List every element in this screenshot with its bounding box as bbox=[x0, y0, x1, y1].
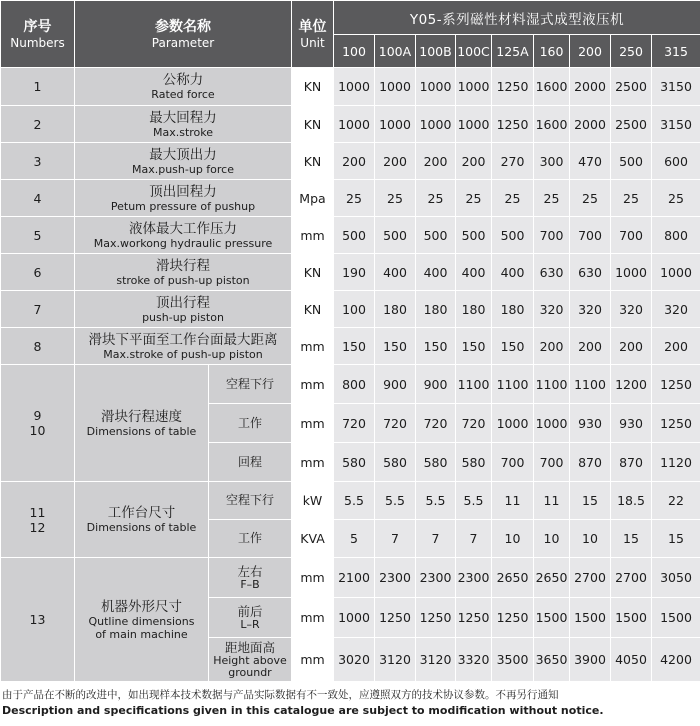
unit-cell: mm bbox=[292, 217, 334, 254]
value-cell: 470 bbox=[570, 143, 611, 180]
model-100C: 100C bbox=[456, 35, 492, 68]
parameter-zh: 顶出行程 bbox=[156, 294, 210, 311]
value-cell: 400 bbox=[416, 254, 456, 291]
value-cell: 500 bbox=[456, 217, 492, 254]
value-cell: 1000 bbox=[375, 68, 416, 106]
unit-cell: KN bbox=[292, 68, 334, 106]
parameter-zh: 顶出回程力 bbox=[149, 183, 217, 200]
spec-row bbox=[1, 68, 700, 106]
value-cell: 1000 bbox=[334, 106, 375, 143]
value-cell: 25 bbox=[334, 180, 375, 217]
unit-cell: mm bbox=[292, 328, 334, 365]
parameter-en: Dimensions of table bbox=[86, 424, 197, 438]
value-cell: 150 bbox=[456, 328, 492, 365]
row-number: 2 bbox=[1, 106, 75, 143]
unit-cell: mm bbox=[292, 365, 334, 404]
parameter-en: Max.push-up force bbox=[131, 162, 234, 176]
value-cell: 320 bbox=[570, 291, 611, 328]
value-cell: 180 bbox=[456, 291, 492, 328]
value-cell: 10 bbox=[534, 520, 570, 558]
value-cell: 320 bbox=[534, 291, 570, 328]
value-cell: 1000 bbox=[456, 68, 492, 106]
parameter-en: stroke of push-up piston bbox=[116, 273, 250, 287]
header-numbers-zh: 序号 bbox=[23, 18, 52, 35]
value-cell: 1000 bbox=[416, 68, 456, 106]
unit-cell: KVA bbox=[292, 520, 334, 558]
value-cell: 930 bbox=[570, 404, 611, 443]
value-cell: 150 bbox=[375, 328, 416, 365]
value-cell: 15 bbox=[652, 520, 700, 558]
value-cell: 630 bbox=[570, 254, 611, 291]
header-unit-en: Unit bbox=[300, 35, 325, 50]
value-cell: 150 bbox=[334, 328, 375, 365]
sub-parameter: 工作 bbox=[209, 520, 292, 558]
parameter-zh: 滑块下平面至工作台面最大距离 bbox=[88, 331, 278, 348]
sub-parameter-zh: 前后 bbox=[237, 603, 263, 619]
parameter-cell bbox=[75, 180, 292, 217]
value-cell: 800 bbox=[334, 365, 375, 404]
parameter-zh: 滑块行程 bbox=[156, 257, 210, 274]
parameter-cell bbox=[75, 365, 209, 482]
row-number: 8 bbox=[1, 328, 75, 365]
value-cell: 1000 bbox=[375, 106, 416, 143]
spec-row bbox=[1, 143, 700, 180]
value-cell: 2650 bbox=[534, 558, 570, 598]
unit-cell: KN bbox=[292, 291, 334, 328]
value-cell: 320 bbox=[652, 291, 700, 328]
value-cell: 3650 bbox=[534, 638, 570, 682]
row-number: 1 bbox=[1, 68, 75, 106]
unit-cell: kW bbox=[292, 482, 334, 520]
value-cell: 870 bbox=[611, 443, 652, 482]
value-cell: 600 bbox=[652, 143, 700, 180]
value-cell: 15 bbox=[611, 520, 652, 558]
row-number-a: 11 bbox=[29, 504, 46, 520]
value-cell: 400 bbox=[375, 254, 416, 291]
header-row bbox=[1, 1, 700, 35]
value-cell: 2300 bbox=[456, 558, 492, 598]
unit-cell: mm bbox=[292, 443, 334, 482]
sub-parameter-en-line2: groundr bbox=[228, 665, 272, 679]
spec-row bbox=[1, 180, 700, 217]
value-cell: 580 bbox=[375, 443, 416, 482]
value-cell: 580 bbox=[416, 443, 456, 482]
parameter-cell bbox=[75, 558, 209, 682]
model-160: 160 bbox=[534, 35, 570, 68]
model-125A: 125A bbox=[492, 35, 534, 68]
value-cell: 1000 bbox=[416, 106, 456, 143]
value-cell: 1100 bbox=[534, 365, 570, 404]
sub-parameter-en: F–B bbox=[240, 577, 260, 591]
parameter-cell bbox=[75, 217, 292, 254]
value-cell: 22 bbox=[652, 482, 700, 520]
value-cell: 500 bbox=[334, 217, 375, 254]
value-cell: 1250 bbox=[492, 68, 534, 106]
value-cell: 700 bbox=[611, 217, 652, 254]
value-cell: 200 bbox=[456, 143, 492, 180]
value-cell: 3120 bbox=[416, 638, 456, 682]
value-cell: 4200 bbox=[652, 638, 700, 682]
value-cell: 150 bbox=[416, 328, 456, 365]
unit-cell: KN bbox=[292, 106, 334, 143]
value-cell: 15 bbox=[570, 482, 611, 520]
value-cell: 1000 bbox=[611, 254, 652, 291]
row-number-b: 10 bbox=[29, 423, 46, 438]
footer-en: Description and specifications given in this catalogue are subject to modification without notice. bbox=[2, 704, 604, 717]
header-numbers-en: Numbers bbox=[10, 35, 65, 50]
unit-cell: mm bbox=[292, 598, 334, 638]
sub-parameter bbox=[209, 558, 292, 598]
value-cell: 400 bbox=[492, 254, 534, 291]
value-cell: 1200 bbox=[611, 365, 652, 404]
sub-parameter-zh: 距地面高 bbox=[224, 639, 275, 655]
sub-parameter-zh: 左右 bbox=[237, 563, 263, 579]
value-cell: 1000 bbox=[492, 404, 534, 443]
value-cell: 1600 bbox=[534, 68, 570, 106]
value-cell: 180 bbox=[375, 291, 416, 328]
model-100A: 100A bbox=[375, 35, 416, 68]
row-number: 3 bbox=[1, 143, 75, 180]
footer-zh: 由于产品在不断的改进中，如出现样本技术数据与产品实际数据有不一致处，应遵照双方的技术协议参数。不再另行通知 bbox=[2, 689, 559, 701]
sub-parameter-en: L–R bbox=[240, 617, 260, 631]
spec-row bbox=[1, 328, 700, 365]
spec-row bbox=[1, 291, 700, 328]
value-cell: 720 bbox=[334, 404, 375, 443]
value-cell: 200 bbox=[652, 328, 700, 365]
value-cell: 500 bbox=[492, 217, 534, 254]
value-cell: 500 bbox=[375, 217, 416, 254]
value-cell: 1100 bbox=[492, 365, 534, 404]
value-cell: 180 bbox=[416, 291, 456, 328]
value-cell: 900 bbox=[375, 365, 416, 404]
value-cell: 25 bbox=[652, 180, 700, 217]
value-cell: 500 bbox=[416, 217, 456, 254]
value-cell: 200 bbox=[534, 328, 570, 365]
parameter-en: Max.stroke of push-up piston bbox=[103, 347, 263, 361]
sub-parameter: 空程下行 bbox=[209, 482, 292, 520]
value-cell: 7 bbox=[416, 520, 456, 558]
row-number: 7 bbox=[1, 291, 75, 328]
value-cell: 1100 bbox=[456, 365, 492, 404]
parameter-zh: 最大回程力 bbox=[149, 109, 217, 126]
parameter-cell bbox=[75, 482, 209, 558]
sub-parameter bbox=[209, 638, 292, 682]
value-cell: 1600 bbox=[534, 106, 570, 143]
value-cell: 25 bbox=[611, 180, 652, 217]
value-cell: 870 bbox=[570, 443, 611, 482]
value-cell: 5.5 bbox=[334, 482, 375, 520]
value-cell: 700 bbox=[570, 217, 611, 254]
value-cell: 3020 bbox=[334, 638, 375, 682]
parameter-zh: 公称力 bbox=[162, 72, 204, 88]
parameter-en: Max.workong hydraulic pressure bbox=[93, 236, 273, 250]
value-cell: 25 bbox=[570, 180, 611, 217]
footer-note bbox=[2, 688, 700, 718]
value-cell: 2700 bbox=[570, 558, 611, 598]
row-number-a: 9 bbox=[33, 408, 42, 423]
value-cell: 100 bbox=[334, 291, 375, 328]
value-cell: 1100 bbox=[570, 365, 611, 404]
value-cell: 700 bbox=[534, 443, 570, 482]
parameter-cell bbox=[75, 106, 292, 143]
parameter-en: Dimensions of table bbox=[86, 521, 197, 534]
parameter-cell bbox=[75, 291, 292, 328]
parameter-en: Petum pressure of pushup bbox=[110, 199, 256, 213]
parameter-en-line2: of main machine bbox=[95, 627, 188, 641]
value-cell: 270 bbox=[492, 143, 534, 180]
value-cell: 700 bbox=[492, 443, 534, 482]
row-number: 13 bbox=[1, 558, 75, 682]
row-number-b: 12 bbox=[29, 519, 46, 535]
value-cell: 25 bbox=[416, 180, 456, 217]
value-cell: 18.5 bbox=[611, 482, 652, 520]
value-cell: 25 bbox=[456, 180, 492, 217]
series-title: Y05-系列磁性材料湿式成型液压机 bbox=[334, 1, 700, 35]
model-250: 250 bbox=[611, 35, 652, 68]
value-cell: 3050 bbox=[652, 558, 700, 598]
value-cell: 3120 bbox=[375, 638, 416, 682]
spec-row bbox=[1, 106, 700, 143]
value-cell: 2700 bbox=[611, 558, 652, 598]
value-cell: 2000 bbox=[570, 68, 611, 106]
value-cell: 10 bbox=[570, 520, 611, 558]
value-cell: 1120 bbox=[652, 443, 700, 482]
value-cell: 3150 bbox=[652, 106, 700, 143]
parameter-en: Max.stroke bbox=[152, 125, 214, 139]
value-cell: 1500 bbox=[570, 598, 611, 638]
sub-parameter bbox=[209, 598, 292, 638]
parameter-cell bbox=[75, 143, 292, 180]
parameter-cell bbox=[75, 328, 292, 365]
parameter-zh: 机器外形尺寸 bbox=[101, 598, 182, 615]
value-cell: 25 bbox=[492, 180, 534, 217]
model-200: 200 bbox=[570, 35, 611, 68]
value-cell: 1000 bbox=[334, 68, 375, 106]
unit-cell: Mpa bbox=[292, 180, 334, 217]
value-cell: 4050 bbox=[611, 638, 652, 682]
value-cell: 2650 bbox=[492, 558, 534, 598]
spec-row bbox=[1, 365, 700, 404]
value-cell: 1500 bbox=[534, 598, 570, 638]
value-cell: 630 bbox=[534, 254, 570, 291]
value-cell: 5.5 bbox=[375, 482, 416, 520]
row-number: 5 bbox=[1, 217, 75, 254]
header-parameter-en: Parameter bbox=[151, 35, 215, 50]
value-cell: 1500 bbox=[652, 598, 700, 638]
row-number bbox=[1, 365, 75, 482]
value-cell: 150 bbox=[492, 328, 534, 365]
value-cell: 7 bbox=[375, 520, 416, 558]
value-cell: 11 bbox=[492, 482, 534, 520]
value-cell: 2500 bbox=[611, 68, 652, 106]
value-cell: 1000 bbox=[456, 106, 492, 143]
value-cell: 1250 bbox=[456, 598, 492, 638]
value-cell: 2100 bbox=[334, 558, 375, 598]
spec-row bbox=[1, 254, 700, 291]
value-cell: 1000 bbox=[334, 598, 375, 638]
parameter-zh: 最大顶出力 bbox=[149, 146, 217, 163]
value-cell: 800 bbox=[652, 217, 700, 254]
value-cell: 720 bbox=[375, 404, 416, 443]
model-100: 100 bbox=[334, 35, 375, 68]
value-cell: 720 bbox=[416, 404, 456, 443]
value-cell: 720 bbox=[456, 404, 492, 443]
header-numbers bbox=[1, 1, 75, 68]
value-cell: 930 bbox=[611, 404, 652, 443]
sub-parameter: 工作 bbox=[209, 404, 292, 443]
unit-cell: mm bbox=[292, 638, 334, 682]
value-cell: 3150 bbox=[652, 68, 700, 106]
value-cell: 3900 bbox=[570, 638, 611, 682]
parameter-zh: 液体最大工作压力 bbox=[129, 220, 237, 237]
value-cell: 580 bbox=[456, 443, 492, 482]
value-cell: 10 bbox=[492, 520, 534, 558]
value-cell: 1000 bbox=[652, 254, 700, 291]
parameter-zh: 工作台尺寸 bbox=[107, 505, 176, 521]
value-cell: 5 bbox=[334, 520, 375, 558]
value-cell: 25 bbox=[375, 180, 416, 217]
sub-parameter-en-line1: Height above bbox=[213, 653, 287, 667]
value-cell: 180 bbox=[492, 291, 534, 328]
value-cell: 25 bbox=[534, 180, 570, 217]
parameter-cell bbox=[75, 254, 292, 291]
value-cell: 1250 bbox=[375, 598, 416, 638]
spec-row bbox=[1, 217, 700, 254]
unit-cell: KN bbox=[292, 254, 334, 291]
value-cell: 200 bbox=[375, 143, 416, 180]
parameter-cell bbox=[75, 68, 292, 106]
unit-cell: mm bbox=[292, 404, 334, 443]
value-cell: 900 bbox=[416, 365, 456, 404]
value-cell: 5.5 bbox=[456, 482, 492, 520]
value-cell: 500 bbox=[611, 143, 652, 180]
value-cell: 5.5 bbox=[416, 482, 456, 520]
unit-cell: mm bbox=[292, 558, 334, 598]
value-cell: 2500 bbox=[611, 106, 652, 143]
row-number: 6 bbox=[1, 254, 75, 291]
model-100B: 100B bbox=[416, 35, 456, 68]
row-number: 4 bbox=[1, 180, 75, 217]
value-cell: 2300 bbox=[416, 558, 456, 598]
value-cell: 200 bbox=[570, 328, 611, 365]
row-number-pair bbox=[1, 408, 74, 438]
value-cell: 1000 bbox=[534, 404, 570, 443]
value-cell: 300 bbox=[534, 143, 570, 180]
parameter-en: push-up piston bbox=[142, 310, 224, 324]
value-cell: 7 bbox=[456, 520, 492, 558]
value-cell: 200 bbox=[611, 328, 652, 365]
value-cell: 2000 bbox=[570, 106, 611, 143]
value-cell: 1250 bbox=[492, 106, 534, 143]
spec-row bbox=[1, 482, 700, 520]
value-cell: 3320 bbox=[456, 638, 492, 682]
parameter-zh: 滑块行程速度 bbox=[101, 408, 182, 425]
value-cell: 1250 bbox=[492, 598, 534, 638]
value-cell: 190 bbox=[334, 254, 375, 291]
sub-parameter: 回程 bbox=[209, 443, 292, 482]
value-cell: 11 bbox=[534, 482, 570, 520]
value-cell: 1250 bbox=[416, 598, 456, 638]
value-cell: 200 bbox=[416, 143, 456, 180]
header-parameter bbox=[75, 1, 292, 68]
value-cell: 200 bbox=[334, 143, 375, 180]
row-number-pair bbox=[1, 505, 74, 535]
value-cell: 1250 bbox=[652, 404, 700, 443]
spec-row bbox=[1, 558, 700, 598]
header-unit-zh: 单位 bbox=[298, 18, 327, 35]
unit-cell: KN bbox=[292, 143, 334, 180]
value-cell: 320 bbox=[611, 291, 652, 328]
value-cell: 700 bbox=[534, 217, 570, 254]
model-315: 315 bbox=[652, 35, 700, 68]
value-cell: 3500 bbox=[492, 638, 534, 682]
header-parameter-zh: 参数名称 bbox=[155, 18, 211, 35]
parameter-en-line1: Qutline dimensions bbox=[88, 614, 195, 628]
sub-parameter: 空程下行 bbox=[209, 365, 292, 404]
row-number bbox=[1, 482, 75, 558]
value-cell: 1250 bbox=[652, 365, 700, 404]
parameter-en: Rated force bbox=[151, 88, 215, 101]
value-cell: 1500 bbox=[611, 598, 652, 638]
header-unit bbox=[292, 1, 334, 68]
value-cell: 2300 bbox=[375, 558, 416, 598]
value-cell: 400 bbox=[456, 254, 492, 291]
value-cell: 580 bbox=[334, 443, 375, 482]
